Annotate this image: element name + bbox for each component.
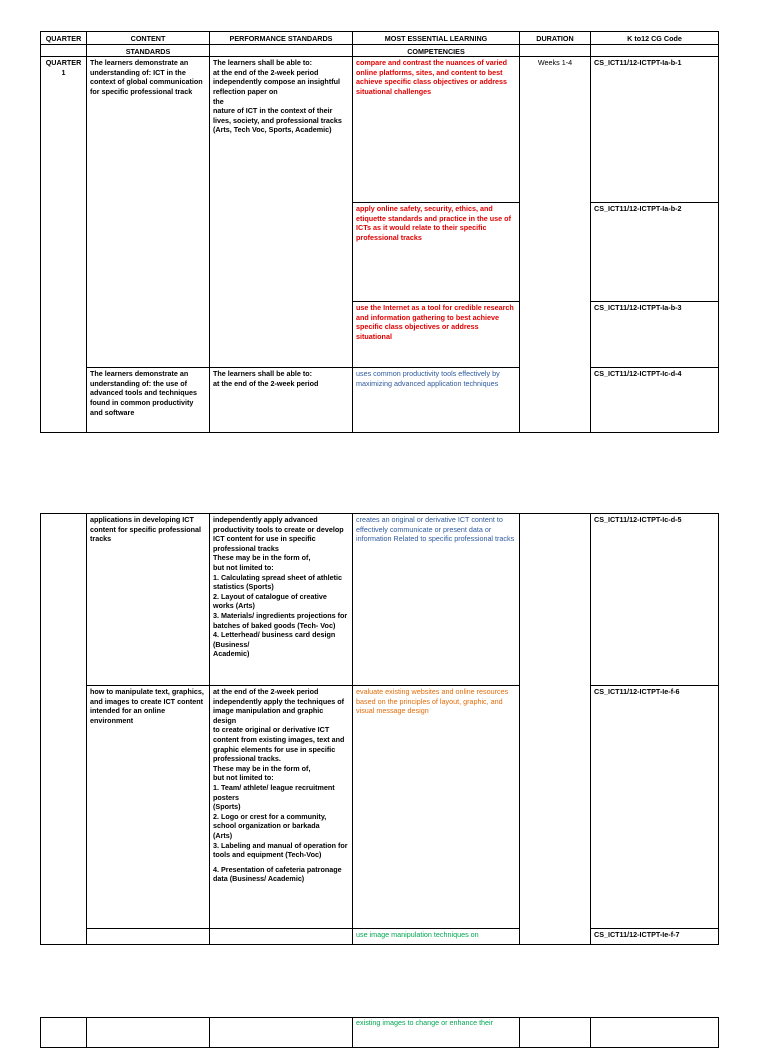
cg-code-cell: CS_ICT11/12-ICTPT-Ia-b-1	[591, 57, 719, 203]
content-standard-cell: how to manipulate text, graphics, and images to create ICT content intended for an online environment	[87, 686, 210, 929]
performance-standard-text: 4. Presentation of cafeteria patronage data (Business/ Academic)	[213, 864, 342, 884]
performance-standard-cell: The learners shall be able to: at the end of the 2-week period independently compose an insightful reflection paper on the nature of ICT in the context of their lives, society, and professional tracks (Arts, Tech Voc, Sports, Academic)	[210, 57, 353, 368]
header-content-standards-cont: STANDARDS	[87, 44, 210, 57]
performance-standard-cell: The learners shall be able to: at the end of the 2-week period	[210, 368, 353, 433]
header-content-standards: CONTENT	[87, 32, 210, 45]
quarter-cell	[41, 514, 87, 945]
header-performance-cont	[210, 44, 353, 57]
table-row	[41, 929, 719, 945]
cg-code-cell: CS_ICT11/12-ICTPT-Ic-d-4	[591, 368, 719, 433]
header-quarter-cont	[41, 44, 87, 57]
content-standard-cell: applications in developing ICT content for specific professional tracks	[87, 514, 210, 686]
competency-cell: apply online safety, security, ethics, and etiquette standards and practice in the use of ICTs as it would relate to their specific professional tracks	[353, 203, 520, 302]
quarter-cell: QUARTER 1	[41, 57, 87, 433]
competency-cell: use the Internet as a tool for credible research and information gathering to best achieve specific class objectives or address situational	[353, 302, 520, 368]
content-standard-cell	[87, 1018, 210, 1048]
table-header-row	[41, 32, 719, 45]
competency-cell: existing images to change or enhance their	[353, 1018, 520, 1048]
header-cg-code-cont	[591, 44, 719, 57]
performance-standard-cell	[210, 929, 353, 945]
header-performance-standards: PERFORMANCE STANDARDS	[210, 32, 353, 45]
melc-table-quarter-1	[40, 31, 719, 433]
cg-code-cell: CS_ICT11/12-ICTPT-Ie-f-7	[591, 929, 719, 945]
content-standard-cell: The learners demonstrate an understanding of: the use of advanced tools and techniques found in common productivity and software	[87, 368, 210, 433]
melc-table-continued-2	[40, 1017, 719, 1048]
header-melc: MOST ESSENTIAL LEARNING	[353, 32, 520, 45]
header-melc-cont: COMPETENCIES	[353, 44, 520, 57]
table-header-row-2	[41, 44, 719, 57]
duration-cell	[520, 1018, 591, 1048]
competency-cell: creates an original or derivative ICT content to effectively communicate or present data or information Related to specific professional tracks	[353, 514, 520, 686]
duration-cell	[520, 514, 591, 945]
performance-standard-cell: independently apply advanced productivity tools to create or develop ICT content for use in specific professional tracks These may be in the form of, but not limited to: 1. Calculating spread sheet of athletic statistics (Sports) 2. Layout of catalogue of creative works (Arts) 3. Materials/ ingredients projections for batches of baked goods (Tech- Voc) 4. Letterhead/ business card design (Business/ Academic)	[210, 514, 353, 686]
table-row	[41, 686, 719, 929]
header-cg-code: K to12 CG Code	[591, 32, 719, 45]
header-quarter: QUARTER	[41, 32, 87, 45]
cg-code-cell: CS_ICT11/12-ICTPT-Ia-b-3	[591, 302, 719, 368]
competency-cell: compare and contrast the nuances of varied online platforms, sites, and content to best achieve specific class objectives or address situational challenges	[353, 57, 520, 203]
table-row	[41, 368, 719, 433]
competency-cell: use image manipulation techniques on	[353, 929, 520, 945]
duration-cell: Weeks 1-4	[520, 57, 591, 433]
header-duration-cont	[520, 44, 591, 57]
cg-code-cell: CS_ICT11/12-ICTPT-Ic-d-5	[591, 514, 719, 686]
performance-standard-text: at the end of the 2-week period independently apply the techniques of image manipulation and graphic design to create original or derivative ICT content from existing images, text and graphic elements for use in specific professional tracks. These may be in the form of, but not limited to: 1. Team/ athlete/ league recruitment posters (Sports) 2. Logo or crest for a community, school organization or barkada (Arts) 3. Labeling and manual of operation for tools and equipment (Tech-Voc)	[213, 687, 348, 860]
cg-code-cell: CS_ICT11/12-ICTPT-Ie-f-6	[591, 686, 719, 929]
table-row	[41, 1018, 719, 1048]
cg-code-cell: CS_ICT11/12-ICTPT-Ia-b-2	[591, 203, 719, 302]
content-standard-cell	[87, 929, 210, 945]
content-standard-cell: The learners demonstrate an understanding of: ICT in the context of global communication for specific professional track	[87, 57, 210, 368]
melc-table-continued	[40, 513, 719, 945]
table-row	[41, 57, 719, 203]
performance-standard-cell	[210, 686, 353, 929]
performance-standard-cell	[210, 1018, 353, 1048]
competency-cell: uses common productivity tools effectively by maximizing advanced application techniques	[353, 368, 520, 433]
quarter-cell	[41, 1018, 87, 1048]
competency-cell: evaluate existing websites and online resources based on the principles of layout, graphic, and visual message design	[353, 686, 520, 929]
header-duration: DURATION	[520, 32, 591, 45]
table-row	[41, 514, 719, 686]
cg-code-cell	[591, 1018, 719, 1048]
